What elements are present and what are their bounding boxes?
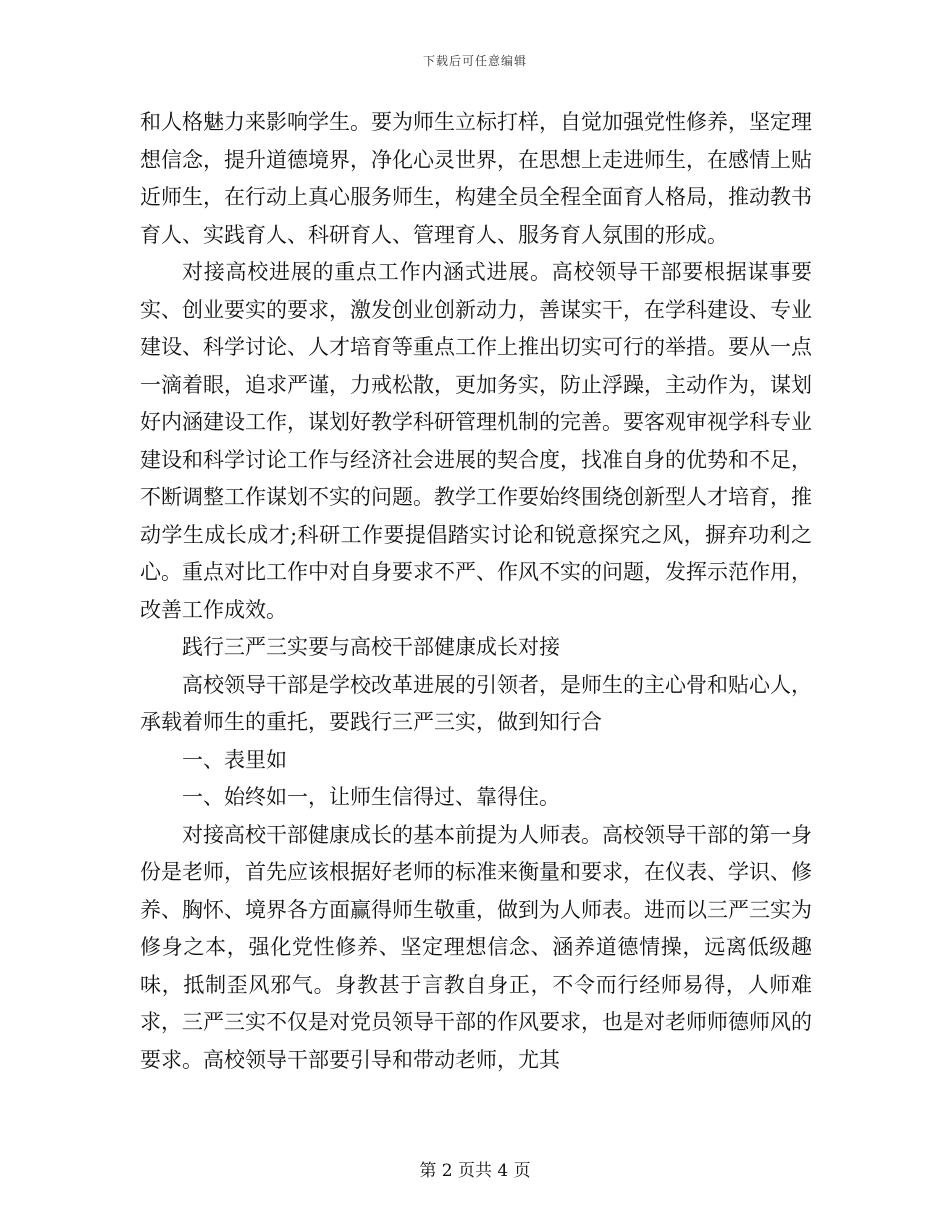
- paragraph: 高校领导干部是学校改革进展的引领者，是师生的主心骨和贴心人，承载着师生的重托，要践行三严三实，做到知行合: [140, 672, 812, 734]
- list-heading: 一、表里如: [182, 747, 287, 772]
- paragraph: 对接高校进展的重点工作内涵式进展。高校领导干部要根据谋事要实、创业要实的要求，激发创业创新动力，善谋实干，在学科建设、专业建设、科学讨论、人才培育等重点工作上推出切实可行的举措。要从一点一滴着眼，追求严谨，力戒松散，更加务实，防止浮躁，主动作为，谋划好内涵建设工作，谋划好教学科研管理机制的完善。要客观审视学科专业建设和科学讨论工作与经济社会进展的契合度，找准自身的优势和不足，不断调整工作谋划不实的问题。教学工作要始终围绕创新型人才培育，推动学生成长成才;科研工作要提倡踏实讨论和锐意探究之风，摒弃功利之心。重点对比工作中对自身要求不严、作风不实的问题，发挥示范作用，改善工作成效。: [140, 260, 812, 622]
- section-heading: 践行三严三实要与高校干部健康成长对接: [182, 635, 560, 659]
- document-body: [140, 104, 812, 1079]
- page-header-note: 下载后可任意编辑: [422, 54, 527, 68]
- page-number: 第 2 页共 4 页: [419, 1161, 531, 1181]
- paragraph: 对接高校干部健康成长的基本前提为人师表。高校领导干部的第一身份是老师，首先应该根据好老师的标准来衡量和要求，在仪表、学识、修养、胸怀、境界各方面赢得师生敬重，做到为人师表。进而以三严三实为修身之本，强化党性修养、坚定理想信念、涵养道德情操，远离低级趣味，抵制歪风邪气。身教甚于言教自身正，不令而行经师易得，人师难求，三严三实不仅是对党员领导干部的作风要求，也是对老师师德师风的要求。高校领导干部要引导和带动老师，尤其: [140, 822, 812, 1072]
- list-heading: 一、始终如一，让师生信得过、靠得住。: [182, 785, 560, 809]
- paragraph-continuation: 和人格魅力来影响学生。要为师生立标打样，自觉加强党性修养，坚定理想信念，提升道德境界，净化心灵世界，在思想上走进师生，在感情上贴近师生，在行动上真心服务师生，构建全员全程全面育人格局，推动教书育人、实践育人、科研育人、管理育人、服务育人氛围的形成。: [140, 110, 812, 247]
